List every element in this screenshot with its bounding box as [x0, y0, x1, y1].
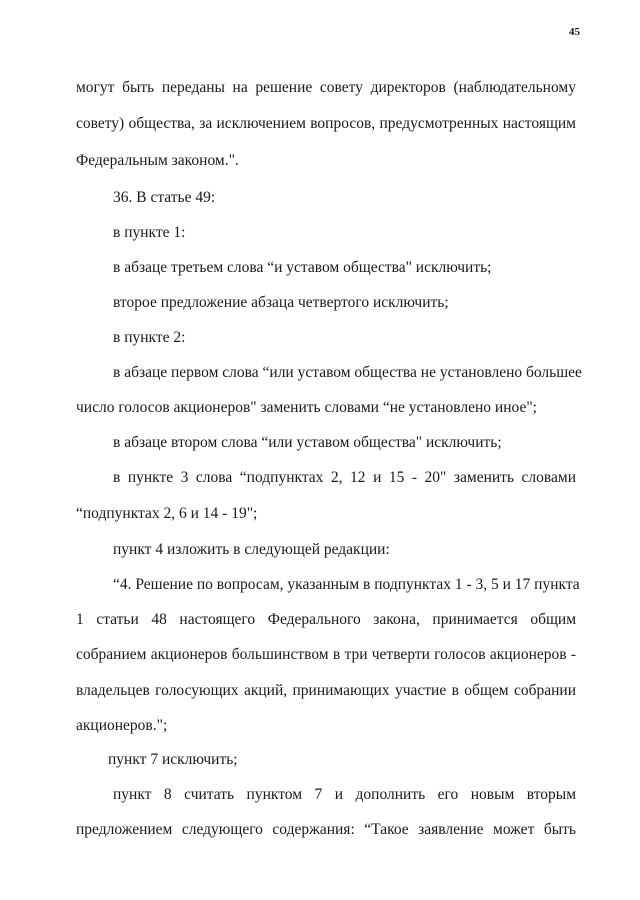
page-number: 45	[569, 26, 580, 38]
text-line: предложением следующего содержания: “Такое заявление может быть	[76, 821, 576, 838]
text-line: “4. Решение по вопросам, указанным в подпунктах 1 - 3, 5 и 17 пункта	[113, 576, 580, 593]
text-line: в пункте 3 слова “подпунктах 2, 12 и 15 - 20" заменить словами	[113, 469, 576, 486]
text-line: в абзаце первом слова “или уставом общества не установлено большее	[113, 364, 582, 381]
text-line: пункт 7 исключить;	[108, 751, 238, 768]
text-line: “подпунктах 2, 6 и 14 - 19";	[76, 505, 258, 522]
text-line: могут быть переданы на решение совету директоров (наблюдательному	[76, 79, 576, 96]
text-line: Федеральным законом.".	[76, 152, 239, 169]
text-line: совету) общества, за исключением вопросов, предусмотренных настоящим	[76, 115, 576, 132]
text-line: акционеров.";	[76, 717, 168, 734]
text-line: второе предложение абзаца четвертого исключить;	[113, 294, 449, 311]
text-line: в пункте 1:	[113, 224, 186, 241]
text-line: в абзаце третьем слова “и уставом общества" исключить;	[113, 259, 492, 276]
text-line: в пункте 2:	[113, 329, 186, 346]
text-line: 1 статьи 48 настоящего Федерального закона, принимается общим	[76, 611, 576, 628]
text-line: число голосов акционеров" заменить словами “не установлено иное";	[76, 399, 537, 416]
text-line: владельцев голосующих акций, принимающих участие в общем собрании	[76, 682, 576, 699]
article-heading: 36. В статье 49:	[113, 189, 216, 206]
text-line: собранием акционеров большинством в три четверти голосов акционеров -	[76, 646, 576, 663]
text-line: пункт 4 изложить в следующей редакции:	[113, 541, 390, 558]
text-line: в абзаце втором слова “или уставом общества" исключить;	[113, 434, 502, 451]
text-line: пункт 8 считать пунктом 7 и дополнить его новым вторым	[113, 786, 576, 803]
